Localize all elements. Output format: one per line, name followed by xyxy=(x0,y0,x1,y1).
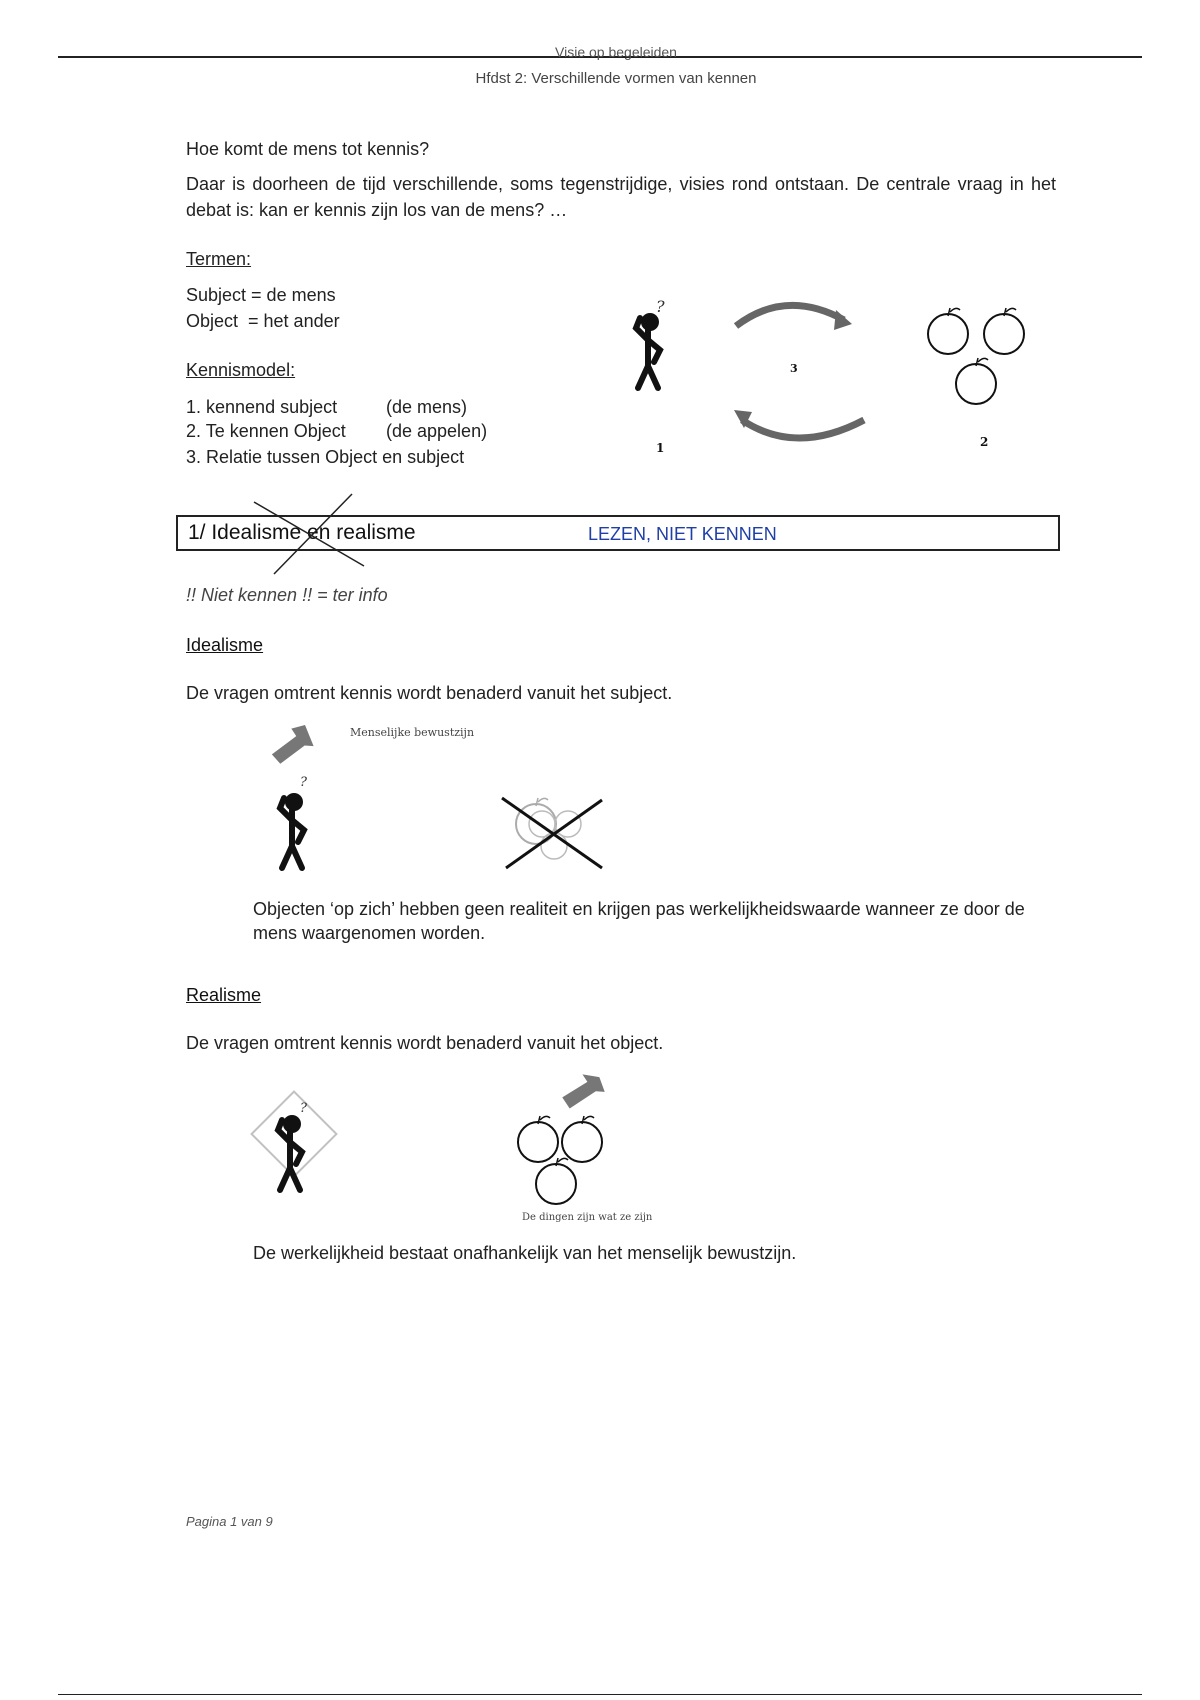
stickman-figure xyxy=(278,1115,302,1190)
footer-page: Pagina 1 van 9 xyxy=(186,1514,273,1529)
kennismodel-heading: Kennismodel: xyxy=(186,360,296,380)
kennismodel-item-2-note: (de appelen) xyxy=(386,421,488,441)
apple-icon xyxy=(562,1116,602,1162)
idealisme-figure xyxy=(250,718,610,878)
header-chapter: Hfdst 2: Verschillende vormen van kennen xyxy=(475,70,757,87)
idealisme-heading: Idealisme xyxy=(186,635,264,655)
idealisme-description: Objecten ‘op zich’ hebben geen realiteit en krijgen pas werkelijkheidswaarde wanneer ze door de mens waargenomen worden. xyxy=(253,899,1025,943)
intro-paragraph: Daar is doorheen de tijd verschillende, soms tegenstrijdige, visies rond ontstaan. De centrale vraag in het debat is: kan er kennis zijn los van de mens? … xyxy=(186,174,1056,220)
cross-out-icon xyxy=(502,798,602,868)
idealisme-line: De vragen omtrent kennis wordt benaderd vanuit het subject. xyxy=(186,683,673,703)
diagram-label-2: 2 xyxy=(980,435,989,449)
figure-caption-idealisme: Menselijke bewustzijn xyxy=(350,726,475,739)
kennismodel-item-1: 1. kennend subject xyxy=(186,397,338,417)
kennismodel-item-1-note: (de mens) xyxy=(386,397,468,417)
apple-icon xyxy=(984,308,1024,354)
apple-icon xyxy=(536,1158,576,1204)
strike-cross-icon xyxy=(250,492,370,582)
arrow-down-icon xyxy=(270,718,321,774)
diagram-label-1: 1 xyxy=(656,441,665,455)
section1-title: 1/ Idealisme en realisme xyxy=(188,521,416,544)
apple-icon xyxy=(928,308,968,354)
header-doc-title: Visie op begeleiden xyxy=(555,44,677,60)
kennismodel-item-2: 2. Te kennen Object xyxy=(186,421,346,441)
stickman-figure xyxy=(280,793,304,868)
section1-info: !! Niet kennen !! = ter info xyxy=(186,585,388,605)
kennismodel-diagram xyxy=(616,278,1036,468)
termen-object: Object = het ander xyxy=(186,311,340,331)
question-mark: ? xyxy=(656,297,665,316)
svg-text:?: ? xyxy=(300,1101,307,1116)
realisme-figure xyxy=(260,1070,680,1240)
kennismodel-item-3: 3. Relatie tussen Object en subject xyxy=(186,447,465,467)
realisme-description: De werkelijkheid bestaat onafhankelijk van het menselijk bewustzijn. xyxy=(253,1243,797,1263)
section1-note: LEZEN, NIET KENNEN xyxy=(588,524,777,544)
realisme-heading: Realisme xyxy=(186,985,262,1005)
intro-question: Hoe komt de mens tot kennis? xyxy=(186,139,430,159)
apple-icon xyxy=(518,1116,558,1162)
termen-subject: Subject = de mens xyxy=(186,285,336,305)
apple-icon xyxy=(956,358,996,404)
svg-text:?: ? xyxy=(300,775,307,790)
footer-rule xyxy=(58,1694,1142,1695)
figure-caption-realisme: De dingen zijn wat ze zijn xyxy=(522,1212,653,1223)
realisme-line: De vragen omtrent kennis wordt benaderd vanuit het object. xyxy=(186,1033,664,1053)
arrow-top-icon xyxy=(736,305,844,326)
diagram-label-3: 3 xyxy=(790,362,798,375)
stickman-figure xyxy=(636,313,660,388)
termen-heading: Termen: xyxy=(186,249,252,269)
arrow-bottom-icon xyxy=(742,420,864,438)
arrow-down-icon xyxy=(559,1066,609,1119)
